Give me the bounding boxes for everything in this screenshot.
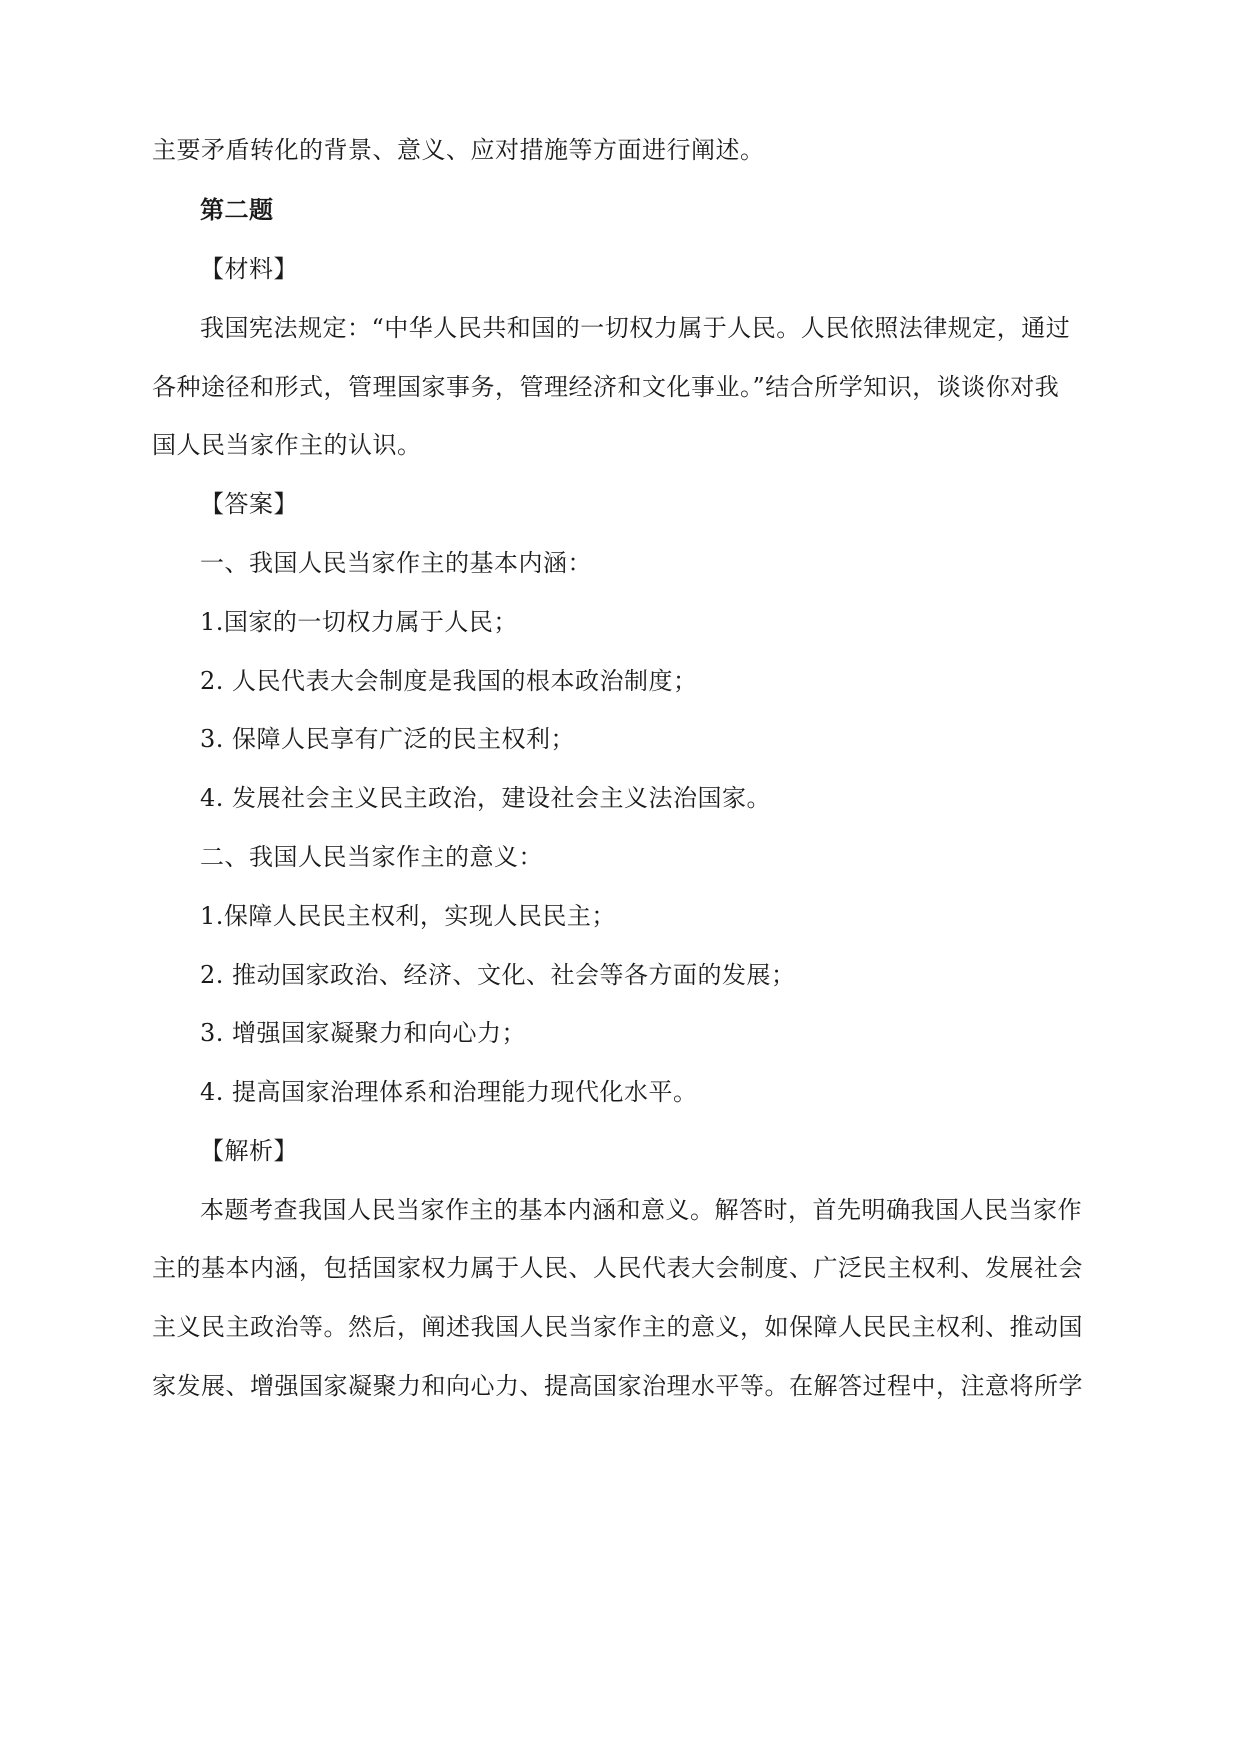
section1-item: 1.国家的一切权力属于人民； — [200, 608, 518, 636]
section1-item: 2. 人民代表大会制度是我国的根本政治制度； — [200, 667, 698, 695]
section2-item: 1.保障人民民主权利，实现人民民主； — [200, 902, 616, 930]
question2-title: 第二题 — [200, 195, 274, 224]
section2-item: 4. 提高国家治理体系和治理能力现代化水平。 — [200, 1078, 698, 1106]
analysis-line: 本题考查我国人民当家作主的基本内涵和意义。解答时，首先明确我国人民当家作 — [200, 1196, 1082, 1224]
section2-item: 2. 推动国家政治、经济、文化、社会等各方面的发展； — [200, 961, 796, 989]
section2-item: 3. 增强国家凝聚力和向心力； — [200, 1019, 527, 1047]
material-line: 我国宪法规定：“中华人民共和国的一切权力属于人民。人民依照法律规定，通过 — [200, 314, 1071, 342]
section2-title: 二、我国人民当家作主的意义： — [200, 843, 543, 871]
analysis-line: 家发展、增强国家凝聚力和向心力、提高国家治理水平等。在解答过程中，注意将所学 — [152, 1372, 1083, 1400]
material-line: 各种途径和形式，管理国家事务，管理经济和文化事业。”结合所学知识，谈谈你对我 — [152, 373, 1060, 401]
analysis-line: 主义民主政治等。然后，阐述我国人民当家作主的意义，如保障人民民主权利、推动国 — [152, 1313, 1083, 1341]
material-line: 国人民当家作主的认识。 — [152, 431, 422, 459]
analysis-line: 主的基本内涵，包括国家权力属于人民、人民代表大会制度、广泛民主权利、发展社会 — [152, 1254, 1083, 1282]
analysis-header: 【解析】 — [200, 1137, 298, 1165]
answer-header: 【答案】 — [200, 490, 298, 518]
section1-item: 3. 保障人民享有广泛的民主权利； — [200, 725, 576, 753]
material-header: 【材料】 — [200, 255, 298, 283]
question1-tail-text: 主要矛盾转化的背景、意义、应对措施等方面进行阐述。 — [152, 136, 765, 164]
section1-item: 4. 发展社会主义民主政治，建设社会主义法治国家。 — [200, 784, 772, 812]
section1-title: 一、我国人民当家作主的基本内涵： — [200, 549, 592, 577]
